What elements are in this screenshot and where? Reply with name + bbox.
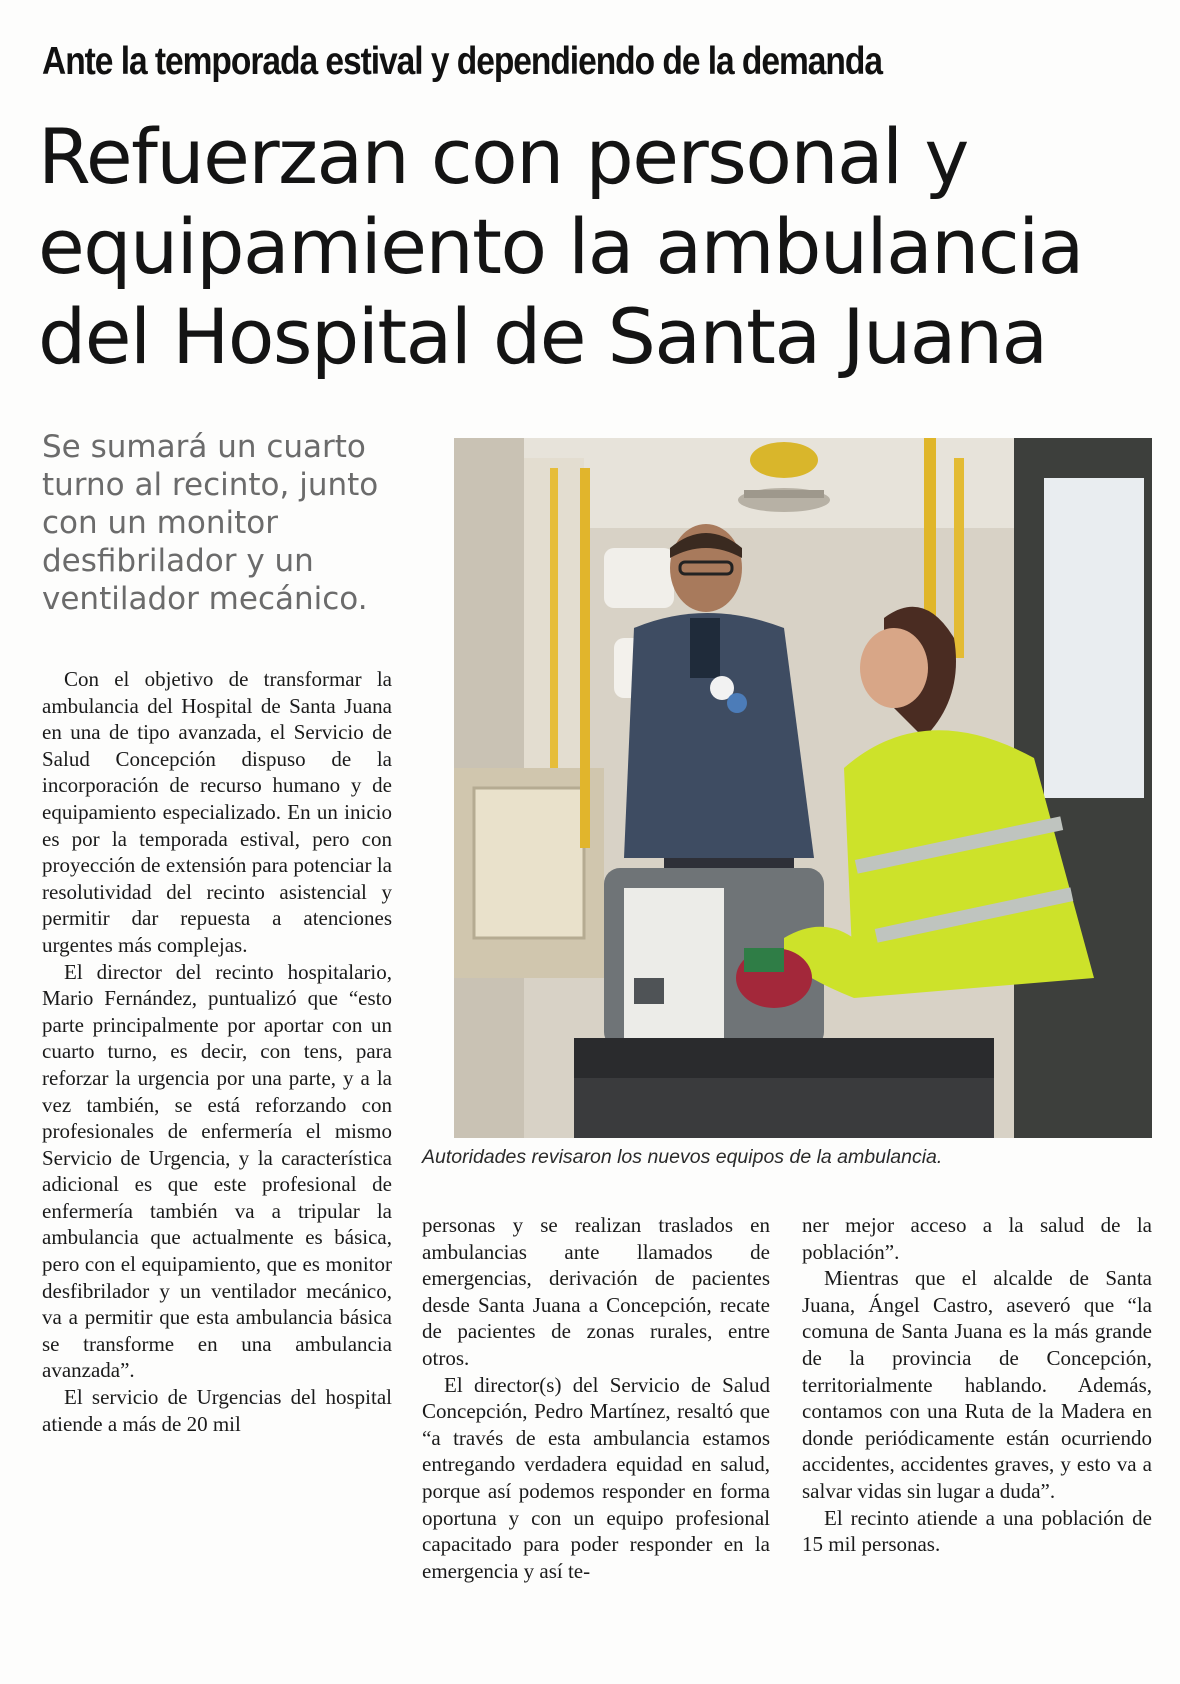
photo-caption: Autoridades revisaron los nuevos equipos de la ambulancia. xyxy=(422,1146,943,1168)
article-photo xyxy=(454,438,1152,1138)
body-column-2 xyxy=(422,1212,770,1584)
body-column-1 xyxy=(42,666,392,1437)
deck-line-5: ventilador mecánico. xyxy=(42,581,368,617)
deck-line-1: Se sumará un cuarto xyxy=(42,429,366,465)
deck-line-4: desfibrilador y un xyxy=(42,543,314,579)
headline-line-1: Refuerzan con personal y xyxy=(38,112,968,201)
paragraph: Mientras que el alcalde de Santa Juana, Ángel Castro, aseveró que “la comuna de Santa Juana es la más grande de la provincia de Concepción, territorialmente hablando. Además, contamos con una Ruta de la Madera en donde periódicamente están ocurriendo accidentes, accidentes graves, y esto va a salvar vidas sin lugar a duda”. xyxy=(802,1266,1152,1503)
paragraph: El director del recinto hospitalario, Mario Fernández, puntualizó que “esto parte principalmente por aportar con un cuarto turno, es decir, con tens, para reforzar la urgencia por una parte, y a la vez también, se está reforzando con profesionales de enfermería el mismo Servicio de Urgencia, y la característica adicional es que este profesional de enfermería también va a tripular la ambulancia que actualmente es básica, pero con el equipamiento, que es monitor desfibrilador y un ventilador mecánico, va a permitir que esta ambulancia básica se transforme en una ambulancia avanzada”. xyxy=(42,959,392,1383)
paragraph: El director(s) del Servicio de Salud Concepción, Pedro Martínez, resaltó que “a través de esta ambulancia estamos entregando verdadera equidad en salud, porque así podemos responder en forma oportuna y con un equipo profesional capacitado para poder responder en la emergencia y así te- xyxy=(422,1372,770,1583)
headline xyxy=(38,112,1148,382)
paragraph: El servicio de Urgencias del hospital atiende a más de 20 mil xyxy=(42,1385,392,1436)
deck-line-2: turno al recinto, junto xyxy=(42,467,379,503)
deck-line-3: con un monitor xyxy=(42,505,278,541)
paragraph: El recinto atiende a una población de 15 mil personas. xyxy=(802,1505,1152,1557)
kicker: Ante la temporada estival y dependiendo de la demanda xyxy=(42,40,882,83)
headline-line-2: equipamiento la ambulancia xyxy=(38,202,1083,291)
headline-line-3: del Hospital de Santa Juana xyxy=(38,292,1047,381)
paragraph: Con el objetivo de transformar la ambulancia del Hospital de Santa Juana en una de tipo avanzada, el Servicio de Salud Concepción dispuso de la incorporación de recurso humano y de equipamiento especializado. En un inicio es por la temporada estival, pero con proyección de extensión para potenciar la resolutividad del recinto asistencial y permitir dar repuesta a atenciones urgentes más complejas. xyxy=(42,667,392,957)
deck xyxy=(42,428,422,618)
paragraph: ner mejor acceso a la salud de la población”. xyxy=(802,1213,1152,1264)
paragraph: personas y se realizan traslados en ambulancias ante llamados de emergencias, derivación de pacientes desde Santa Juana a Concepción, recate de pacientes de zonas rurales, entre otros. xyxy=(422,1213,770,1370)
body-column-3 xyxy=(802,1212,1152,1558)
